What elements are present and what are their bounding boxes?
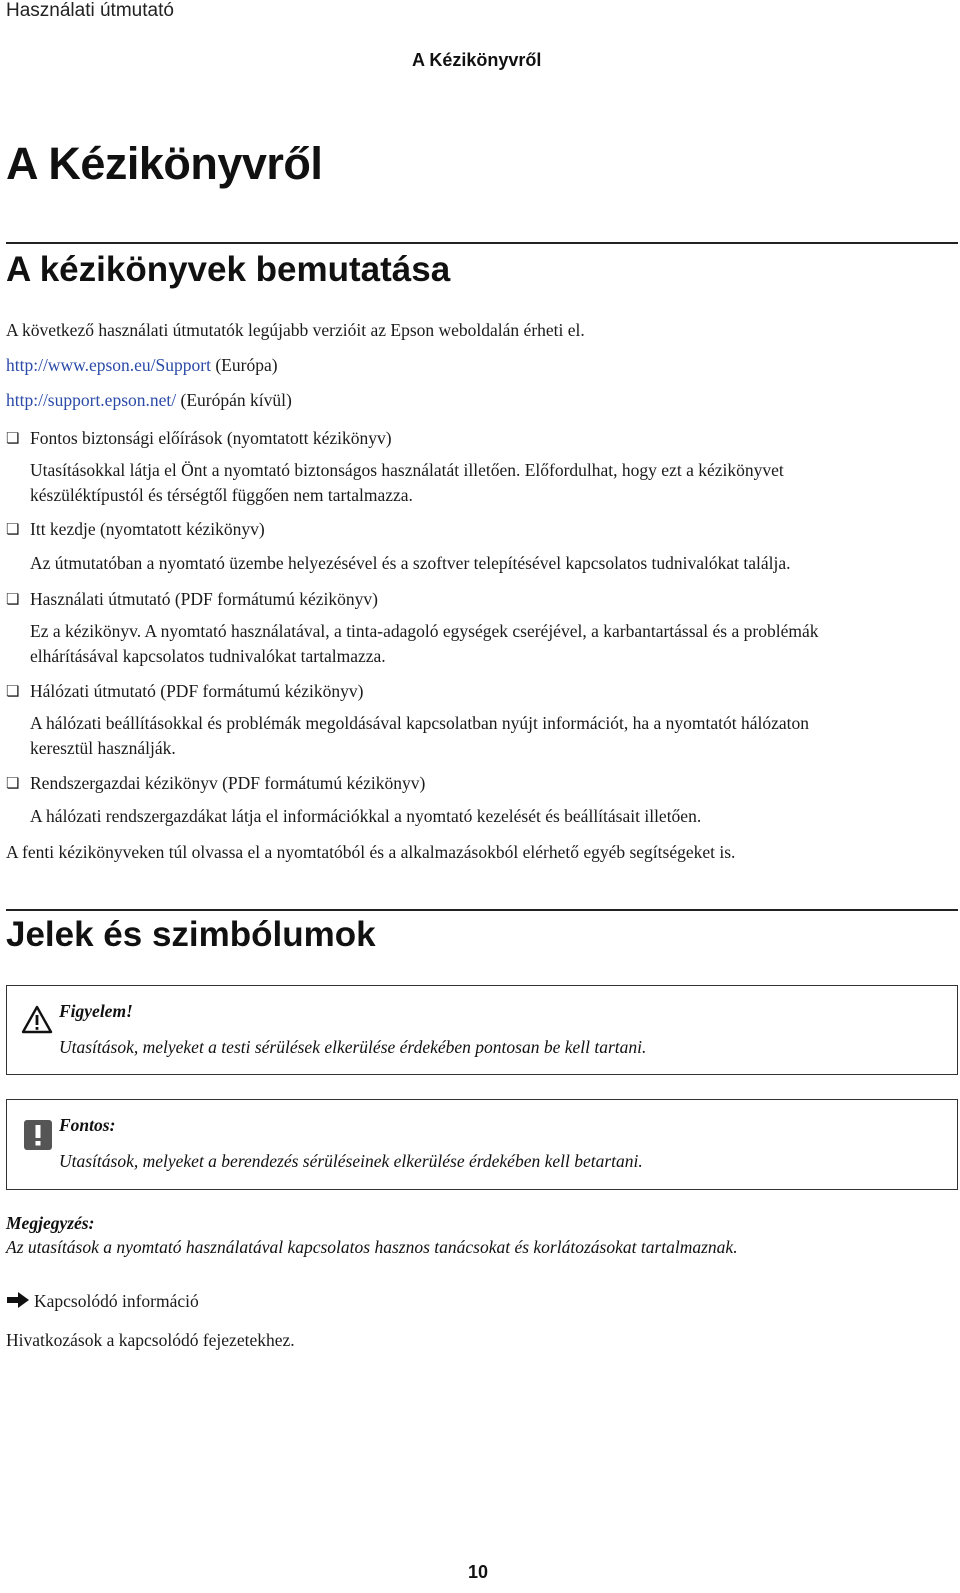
list-item-text: Utasításokkal látja el Önt a nyomtató biztonságos használatát illetően. Előfordulhat, hogy ezt a kézikönyvet xyxy=(30,460,784,480)
list-item-text: A hálózati rendszergazdákat látja el információkkal a nyomtató kezelését és beállításait illetően. xyxy=(30,806,702,826)
bullet-icon: ❏ xyxy=(6,776,20,792)
important-title: Fontos: xyxy=(59,1115,116,1135)
list-item-text: Az útmutatóban a nyomtató üzembe helyezésével és a szoftver telepítésével kapcsolatos tudnivalókat találja. xyxy=(30,553,791,573)
section-divider xyxy=(6,909,958,911)
related-info xyxy=(6,1289,199,1314)
related-info-label: Kapcsolódó információ xyxy=(34,1291,199,1311)
link-line-outside xyxy=(6,388,292,413)
link-note: (Európa) xyxy=(215,355,278,375)
running-title: A Kézikönyvről xyxy=(412,50,542,70)
related-info-text: Hivatkozások a kapcsolódó fejezetekhez. xyxy=(6,1330,295,1350)
important-text: Utasítások, melyeket a berendezés sérüléseinek elkerülése érdekében kell betartani. xyxy=(59,1151,643,1171)
list-item-text: készüléktípustól és térségtől függően nem tartalmazza. xyxy=(30,485,413,505)
arrow-right-icon xyxy=(6,1290,30,1310)
epson-eu-link[interactable]: http://www.epson.eu/Support xyxy=(6,355,211,375)
list-item-title: Fontos biztonsági előírások (nyomtatott kézikönyv) xyxy=(30,428,392,448)
list-item-title: Itt kezdje (nyomtatott kézikönyv) xyxy=(30,519,265,539)
list-item-text: keresztül használják. xyxy=(30,738,176,758)
bullet-icon: ❏ xyxy=(6,522,20,538)
warning-box xyxy=(6,985,958,1075)
section-heading-symbols: Jelek és szimbólumok xyxy=(6,915,376,954)
warning-text: Utasítások, melyeket a testi sérülések elkerülése érdekében pontosan be kell tartani. xyxy=(59,1037,647,1057)
page-title: A Kézikönyvről xyxy=(6,138,323,189)
list-item-title: Rendszergazdai kézikönyv (PDF formátumú kézikönyv) xyxy=(30,773,426,793)
note-text: Az utasítások a nyomtató használatával kapcsolatos hasznos tanácsokat és korlátozásokat tartalmaznak. xyxy=(6,1237,738,1257)
section-heading-manuals: A kézikönyvek bemutatása xyxy=(6,250,451,289)
list-item-text: A hálózati beállításokkal és problémák megoldásával kapcsolatban nyújt információt, ha a nyomtatót hálózaton xyxy=(30,713,809,733)
warning-triangle-icon xyxy=(21,1005,53,1035)
bullet-icon: ❏ xyxy=(6,592,20,608)
warning-title: Figyelem! xyxy=(59,1001,133,1021)
list-item-text: Ez a kézikönyv. A nyomtató használatával, a tinta-adagoló egységek cseréjével, a karbantartással és a problémák xyxy=(30,621,819,641)
list-item-text: elhárításával kapcsolatos tudnivalókat tartalmazza. xyxy=(30,646,386,666)
link-line-europe xyxy=(6,353,278,378)
note-title: Megjegyzés: xyxy=(6,1213,95,1233)
document-title: Használati útmutató xyxy=(6,0,174,21)
epson-net-link[interactable]: http://support.epson.net/ xyxy=(6,390,177,410)
exclamation-square-icon xyxy=(24,1120,52,1150)
important-box xyxy=(6,1099,958,1190)
section-divider xyxy=(6,242,958,244)
intro-text: A következő használati útmutatók legújabb verzióit az Epson weboldalán érheti el. xyxy=(6,320,585,340)
link-note: (Európán kívül) xyxy=(180,390,292,410)
bullet-icon: ❏ xyxy=(6,684,20,700)
page-number: 10 xyxy=(468,1562,489,1582)
outro-text: A fenti kézikönyveken túl olvassa el a nyomtatóból és a alkalmazásokból elérhető egyéb segítségeket is. xyxy=(6,842,736,862)
list-item-title: Hálózati útmutató (PDF formátumú kézikönyv) xyxy=(30,681,364,701)
bullet-icon: ❏ xyxy=(6,431,20,447)
list-item-title: Használati útmutató (PDF formátumú kézikönyv) xyxy=(30,589,378,609)
